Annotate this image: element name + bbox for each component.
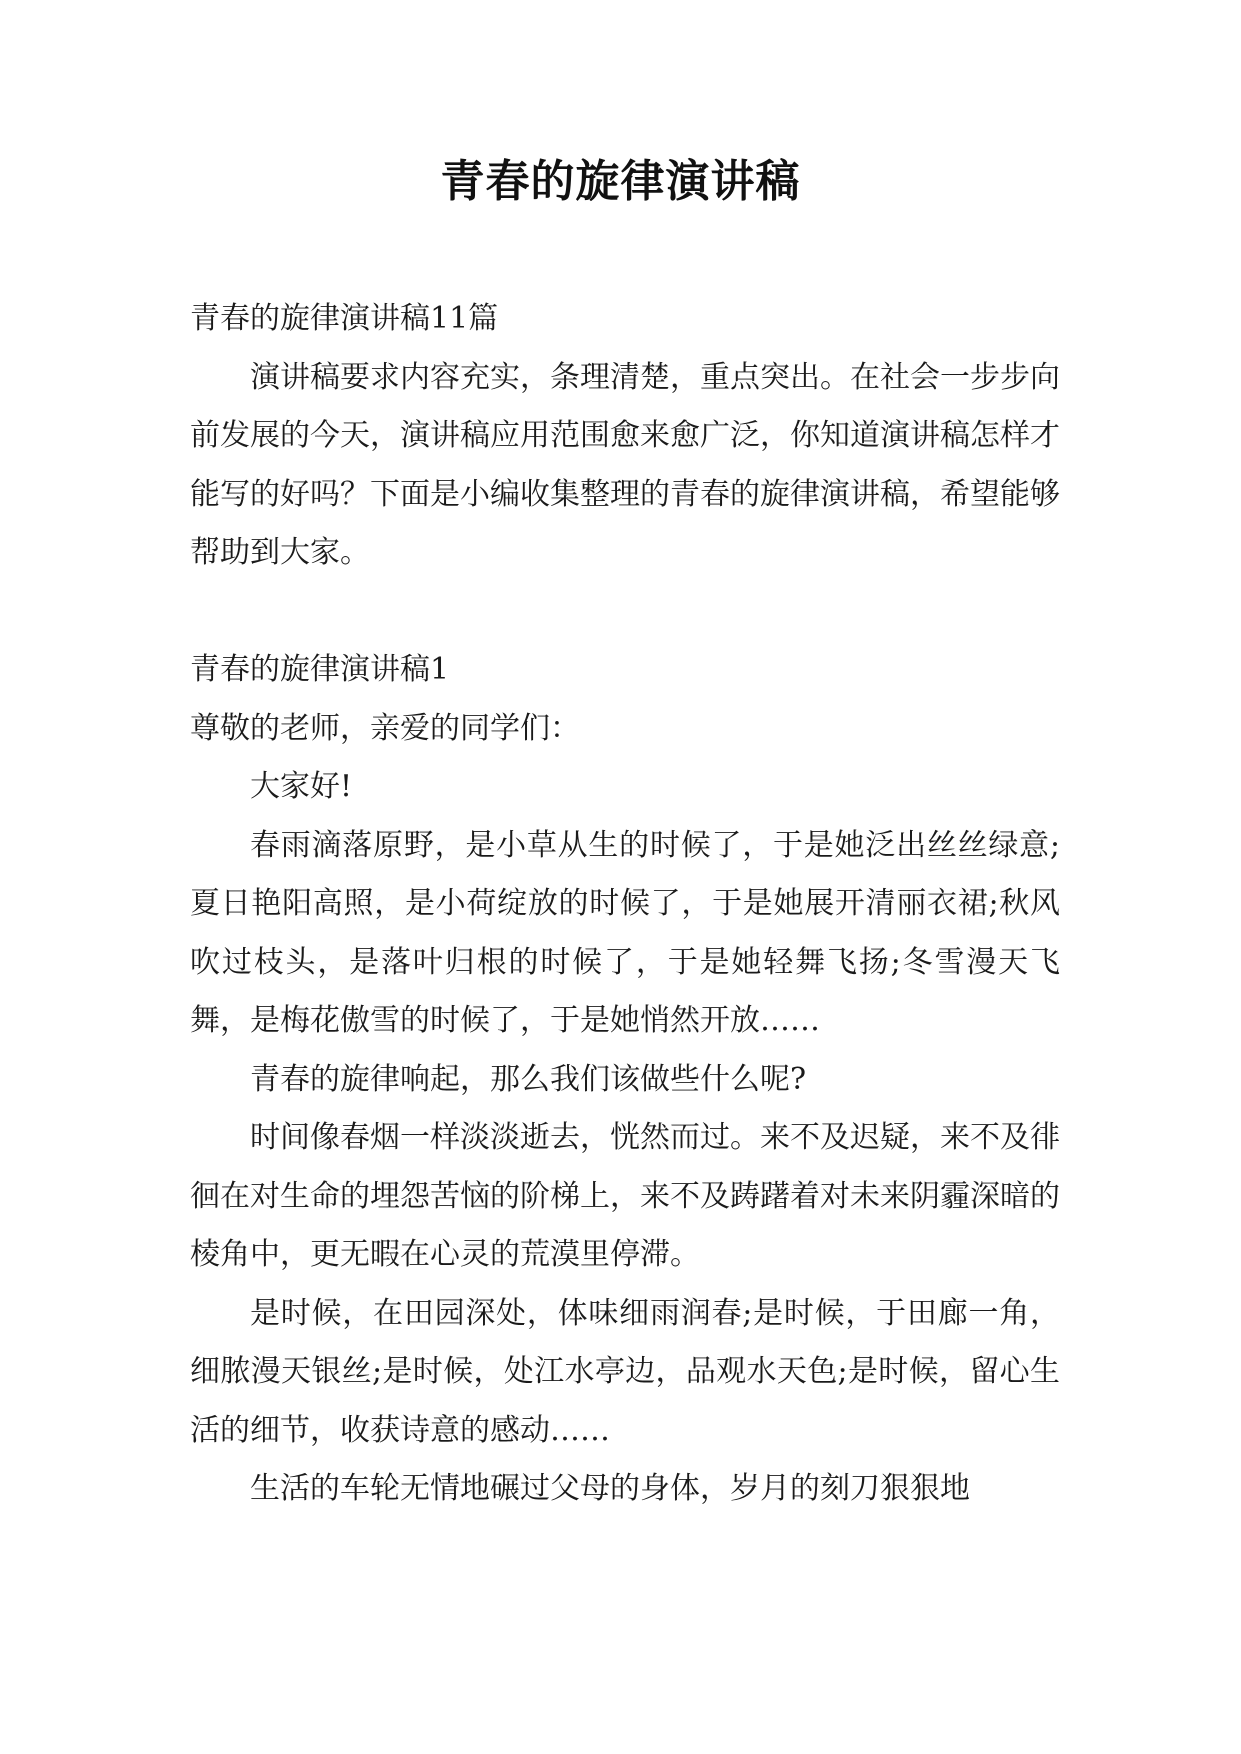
body-paragraph: 生活的车轮无情地碾过父母的身体，岁月的刻刀狠狠地 [250, 1471, 970, 1506]
body-paragraph: 春雨滴落原野，是小草从生的时候了，于是她泛出丝丝绿意;夏日艳阳高照，是小荷绽放的时候了，于是她展开清丽衣裙;秋风吹过枝头，是落叶归根的时候了，于是她轻舞飞扬;冬雪漫天飞舞，是梅花傲雪的时候了，于是她悄然开放…… [190, 827, 1060, 1038]
body-paragraph: 时间像春烟一样淡淡逝去，恍然而过。来不及迟疑，来不及徘徊在对生命的埋怨苦恼的阶梯上，来不及踌躇着对未来阴霾深暗的棱角中，更无暇在心灵的荒漠里停滞。 [190, 1120, 1060, 1272]
body-paragraph: 青春的旋律响起，那么我们该做些什么呢? [250, 1061, 807, 1097]
document-subtitle: 青春的旋律演讲稿11篇 [190, 301, 499, 336]
intro-paragraph: 演讲稿要求内容充实，条理清楚，重点突出。在社会一步步向前发展的今天，演讲稿应用范围愈来愈广泛，你知道演讲稿怎样才能写的好吗？下面是小编收集整理的青春的旋律演讲稿，希望能够帮助到大家。 [190, 359, 1060, 570]
section-heading: 青春的旋律演讲稿1 [190, 652, 450, 687]
paragraph-spacer [190, 583, 1060, 642]
page-title: 青春的旋律演讲稿 [440, 156, 801, 207]
body-paragraph: 是时候，在田园深处，体味细雨润春;是时候，于田廊一角，细脓漫天银丝;是时候，处江水亭边，品观水天色;是时候，留心生活的细节，收获诗意的感动…… [190, 1295, 1060, 1448]
salutation: 尊敬的老师，亲爱的同学们： [190, 710, 580, 746]
greeting: 大家好! [250, 769, 353, 804]
document-body [190, 290, 1060, 1519]
